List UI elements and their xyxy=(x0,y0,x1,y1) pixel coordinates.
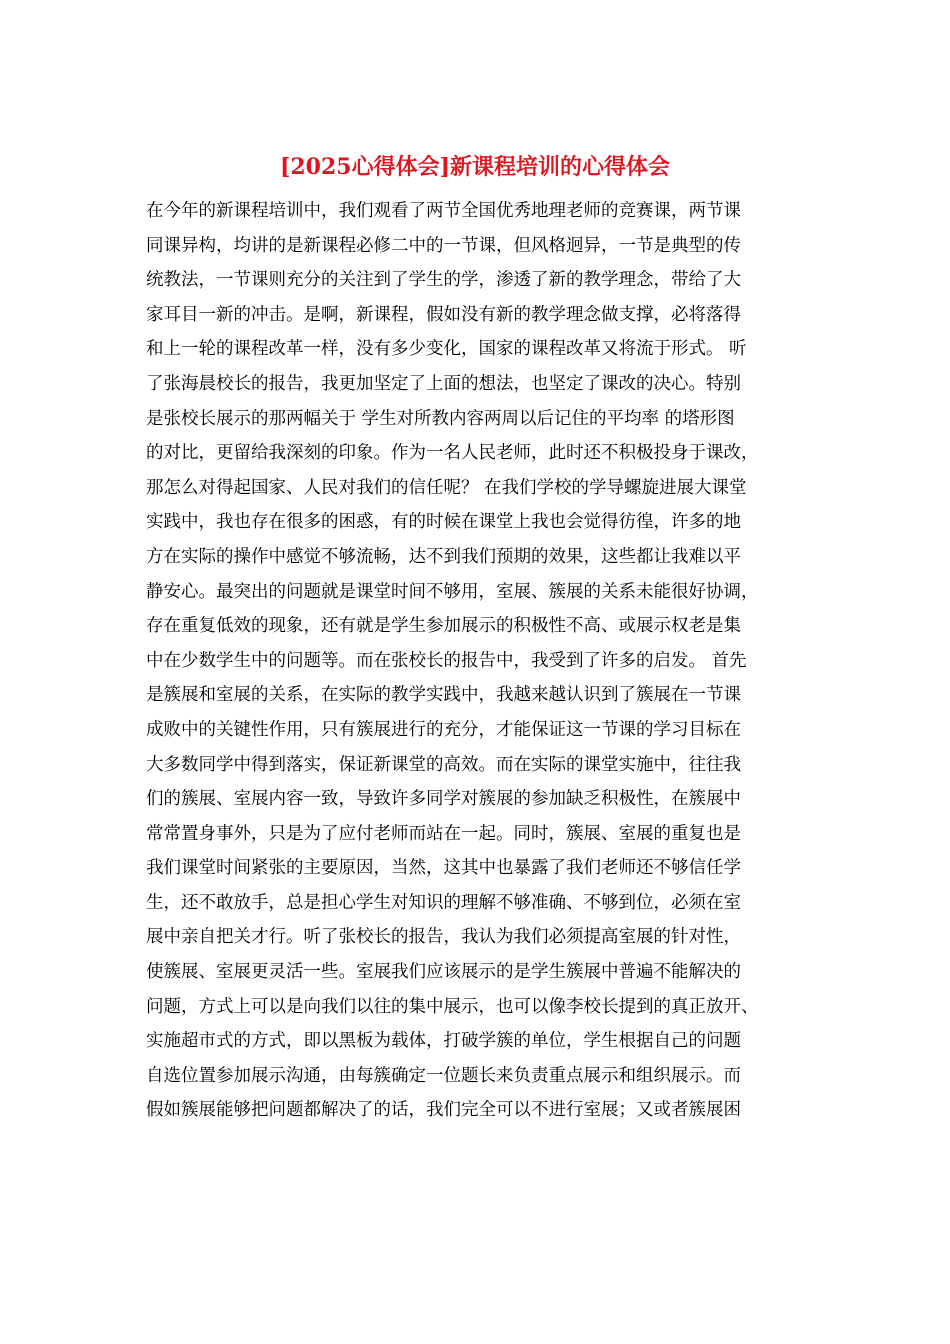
body-line: 成败中的关键性作用，只有簇展进行的充分，才能保证这一节课的学习目标在 xyxy=(146,719,741,740)
body-line: 我们课堂时间紧张的主要原因，当然，这其中也暴露了我们老师还不够信任学 xyxy=(146,858,741,879)
body-line: 同课异构，均讲的是新课程必修二中的一节课，但风格迥异，一节是典型的传 xyxy=(146,235,741,256)
body-line: 中在少数学生中的问题等。而在张校长的报告中，我受到了许多的启发。 首先 xyxy=(146,650,747,671)
body-line: 常常置身事外，只是为了应付老师而站在一起。同时，簇展、室展的重复也是 xyxy=(146,823,741,844)
body-line: 假如簇展能够把问题都解决了的话，我们完全可以不进行室展；又或者簇展困 xyxy=(146,1100,741,1121)
body-line: 统教法，一节课则充分的关注到了学生的学，渗透了新的教学理念，带给了大 xyxy=(146,270,741,291)
document-body xyxy=(146,194,816,1128)
body-line: 们的簇展、室展内容一致，导致许多同学对簇展的参加缺乏积极性，在簇展中 xyxy=(146,789,741,810)
body-line: 静安心。最突出的问题就是课堂时间不够用，室展、簇展的关系未能很好协调， xyxy=(146,581,759,602)
body-line: 那怎么对得起国家、人民对我们的信任呢？ 在我们学校的学导螺旋进展大课堂 xyxy=(146,477,747,498)
body-line: 展中亲自把关才行。听了张校长的报告，我认为我们必须提高室展的针对性， xyxy=(146,927,741,948)
body-line: 问题，方式上可以是向我们以往的集中展示，也可以像李校长提到的真正放开、 xyxy=(146,996,759,1017)
body-line: 了张海晨校长的报告，我更加坚定了上面的想法，也坚定了课改的决心。特别 xyxy=(146,373,741,394)
body-line: 方在实际的操作中感觉不够流畅，达不到我们预期的效果，这些都让我难以平 xyxy=(146,546,741,567)
body-line: 生，还不敢放手，总是担心学生对知识的理解不够准确、不够到位，必须在室 xyxy=(146,892,741,913)
document-title: [2025心得体会]新课程培训的心得体会 xyxy=(279,154,671,180)
body-line: 使簇展、室展更灵活一些。室展我们应该展示的是学生簇展中普遍不能解决的 xyxy=(146,962,741,983)
body-line: 是簇展和室展的关系，在实际的教学实践中，我越来越认识到了簇展在一节课 xyxy=(146,685,741,706)
body-line: 的对比，更留给我深刻的印象。作为一名人民老师，此时还不积极投身于课改， xyxy=(146,443,759,464)
body-line: 在今年的新课程培训中，我们观看了两节全国优秀地理老师的竞赛课，两节课 xyxy=(146,201,741,221)
body-line: 存在重复低效的现象，还有就是学生参加展示的积极性不高、或展示权老是集 xyxy=(146,616,741,637)
body-line: 和上一轮的课程改革一样，没有多少变化，国家的课程改革又将流于形式。 听 xyxy=(146,339,747,360)
body-line: 实践中，我也存在很多的困惑，有的时候在课堂上我也会觉得彷徨，许多的地 xyxy=(146,512,741,533)
body-line: 家耳目一新的冲击。是啊，新课程，假如没有新的教学理念做支撑，必将落得 xyxy=(146,304,741,325)
body-line: 自选位置参加展示沟通，由每簇确定一位题长来负责重点展示和组织展示。而 xyxy=(146,1065,741,1086)
body-line: 大多数同学中得到落实，保证新课堂的高效。而在实际的课堂实施中，往往我 xyxy=(146,754,741,775)
body-line: 是张校长展示的那两幅关于 学生对所教内容两周以后记住的平均率 的塔形图 xyxy=(146,408,735,429)
body-line: 实施超市式的方式，即以黑板为载体，打破学簇的单位，学生根据自己的问题 xyxy=(146,1031,741,1052)
